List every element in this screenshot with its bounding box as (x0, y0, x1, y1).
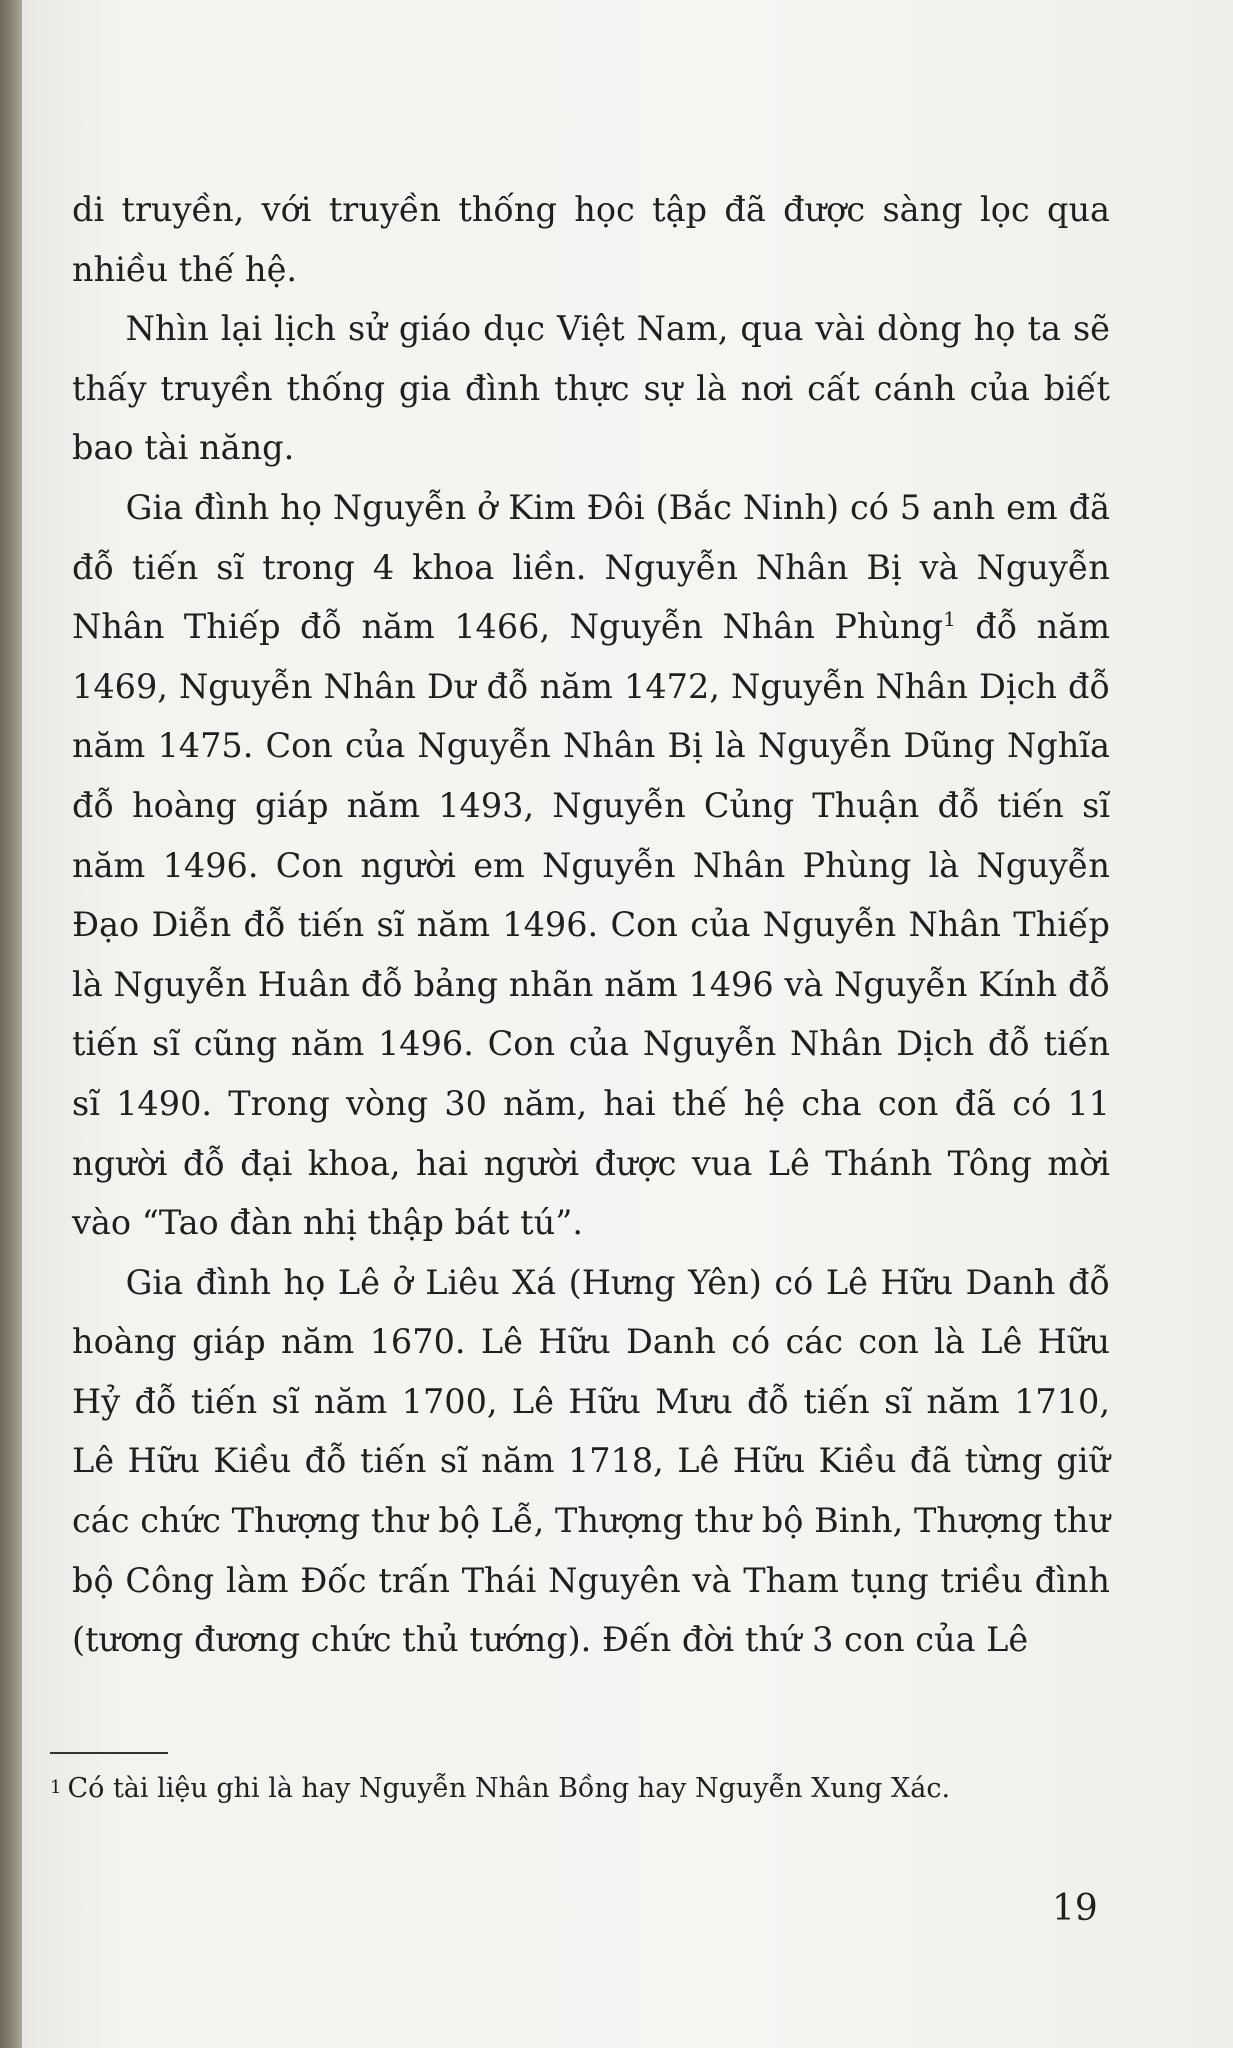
paragraph-nguyen-family (72, 478, 1110, 1253)
paragraph-le-family: Gia đình họ Lê ở Liêu Xá (Hưng Yên) có Lê Hữu Danh đỗ hoàng giáp năm 1670. Lê Hữu Danh có các con là Lê Hữu Hỷ đỗ tiến sĩ năm 1700, Lê Hữu Mưu đỗ tiến sĩ năm 1710, Lê Hữu Kiều đỗ tiến sĩ năm 1718, Lê Hữu Kiều đã từng giữ các chức Thượng thư bộ Lễ, Thượng thư bộ Binh, Thượng thư bộ Công làm Đốc trấn Thái Nguyên và Tham tụng triều đình (tương đương chức thủ tướng). Đến đời thứ 3 con của Lê (72, 1262, 1110, 1660)
footnote-text: Có tài liệu ghi là hay Nguyễn Nhân Bồng hay Nguyễn Xung Xác. (67, 1773, 951, 1804)
paragraph: Nhìn lại lịch sử giáo dục Việt Nam, qua vài dòng họ ta sẽ thấy truyền thống gia đình thực sự là nơi cất cánh của biết bao tài năng. (72, 309, 1110, 468)
paragraph-text: Gia đình họ Nguyễn ở Kim Đôi (Bắc Ninh) có 5 anh em đã đỗ tiến sĩ trong 4 khoa liền. Nguyễn Nhân Bị và Nguyễn Nhân Thiếp đỗ năm 1466, Nguyễn Nhân Phùng (72, 487, 1110, 647)
footnote-divider (50, 1752, 168, 1754)
footnote-reference[interactable]: 1 (943, 607, 956, 632)
footnote-marker: 1 (50, 1777, 62, 1798)
body-text (72, 180, 1110, 1670)
footnote (50, 1768, 1150, 1809)
paragraph-continued: di truyền, với truyền thống học tập đã được sàng lọc qua nhiều thế hệ. (72, 190, 1110, 289)
page-number: 19 (1052, 1888, 1098, 1929)
paragraph-text: đỗ năm 1469, Nguyễn Nhân Dư đỗ năm 1472, Nguyễn Nhân Dịch đỗ năm 1475. Con của Nguyễn Nhân Bị là Nguyễn Dũng Nghĩa đỗ hoàng giáp năm 1493, Nguyễn Củng Thuận đỗ tiến sĩ năm 1496. Con người em Nguyễn Nhân Phùng là Nguyễn Đạo Diễn đỗ tiến sĩ năm 1496. Con của Nguyễn Nhân Thiếp là Nguyễn Huân đỗ bảng nhãn năm 1496 và Nguyễn Kính đỗ tiến sĩ cũng năm 1496. Con của Nguyễn Nhân Dịch đỗ tiến sĩ 1490. Trong vòng 30 năm, hai thế hệ cha con đã có 11 người đỗ đại khoa, hai người được vua Lê Thánh Tông mời vào “Tao đàn nhị thập bát tú”. (72, 607, 1110, 1243)
